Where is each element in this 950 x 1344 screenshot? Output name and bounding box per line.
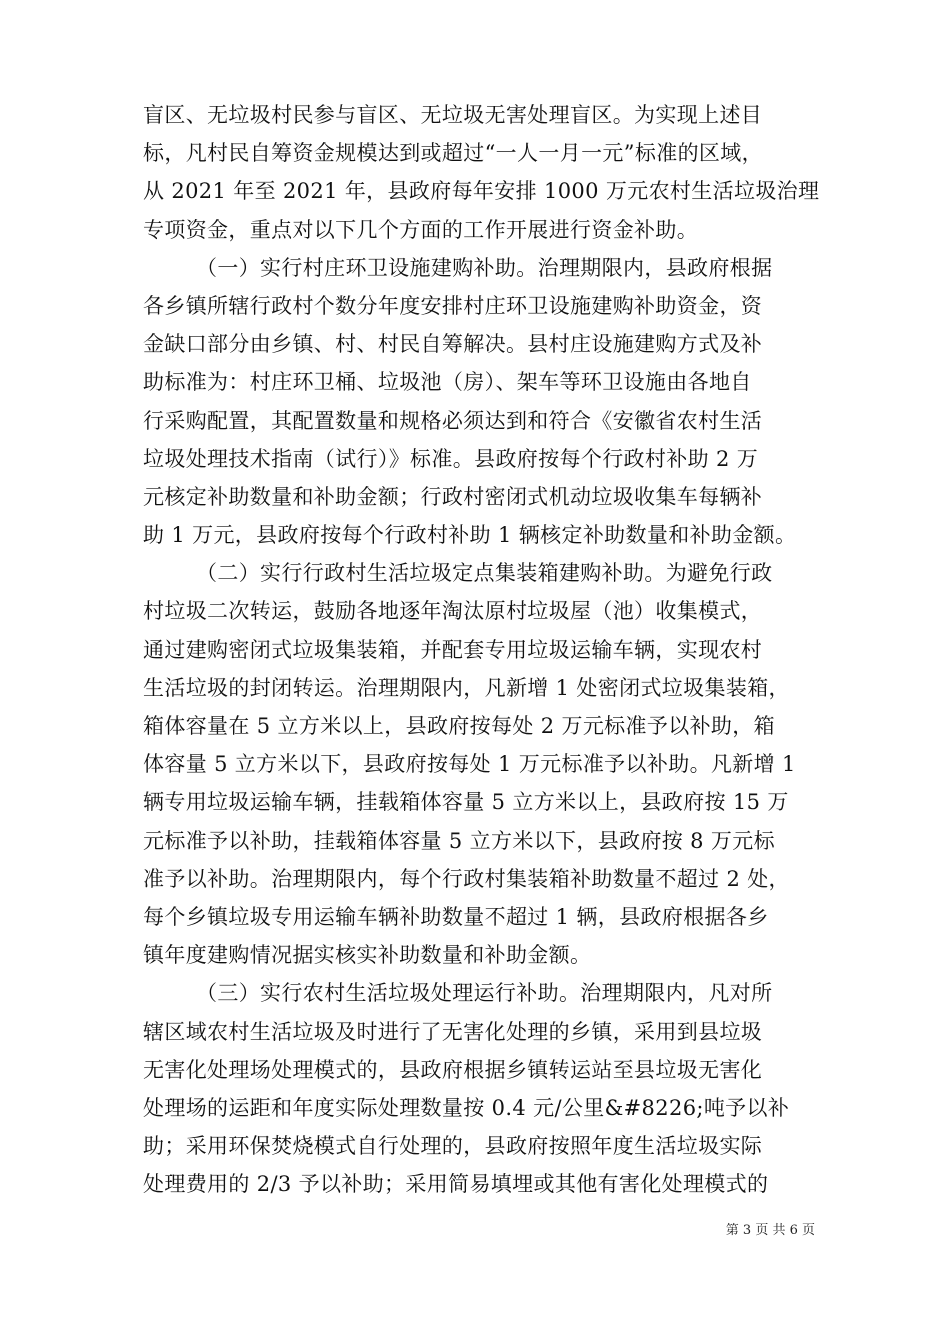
paragraph-heading-line: （一）实行村庄环卫设施建购补助。治理期限内，县政府根据 [196,255,773,280]
text-line: 每个乡镇垃圾专用运输车辆补助数量不超过 1 辆，县政府根据各乡 [143,904,769,929]
text-line: 助 1 万元，县政府按每个行政村补助 1 辆核定补助数量和补助金额。 [143,523,797,548]
page-number: 第 3 页 共 6 页 [725,1223,815,1238]
text-line: 助；采用环保焚烧模式自行处理的，县政府按照年度生活垃圾实际 [143,1134,763,1159]
text-line: 各乡镇所辖行政村个数分年度安排村庄环卫设施建购补助资金，资 [143,293,763,318]
text-line: 处理场的运距和年度实际处理数量按 0.4 元/公里&#8226;吨予以补 [143,1095,790,1120]
text-line: 辆专用垃圾运输车辆，挂载箱体容量 5 立方米以上，县政府按 15 万 [143,790,789,815]
text-line: 准予以补助。治理期限内，每个行政村集装箱补助数量不超过 2 处， [143,866,790,891]
text-line: 元核定补助数量和补助金额；行政村密闭式机动垃圾收集车每辆补 [143,484,763,509]
text-line: 生活垃圾的封闭转运。治理期限内，凡新增 1 处密闭式垃圾集装箱， [143,675,790,700]
document-body [143,96,820,1203]
text-line: 元标准予以补助，挂载箱体容量 5 立方米以下，县政府按 8 万元标 [143,828,775,853]
text-line: 体容量 5 立方米以下，县政府按每处 1 万元标准予以补助。凡新增 1 [143,752,796,777]
text-line: 镇年度建购情况据实核实补助数量和补助金额。 [143,943,592,968]
text-line: 金缺口部分由乡镇、村、村民自筹解决。县村庄设施建购方式及补 [143,332,763,357]
text-line: 标，凡村民自筹资金规模达到或超过“一人一月一元”标准的区域， [143,141,763,166]
text-line: 箱体容量在 5 立方米以上，县政府按每处 2 万元标准予以补助，箱 [143,714,775,738]
text-line: 辖区域农村生活垃圾及时进行了无害化处理的乡镇，采用到县垃圾 [143,1019,763,1044]
text-line: 处理费用的 2/3 予以补助；采用简易填埋或其他有害化处理模式的 [143,1172,769,1197]
text-line: 垃圾处理技术指南（试行）》标准。县政府按每个行政村补助 2 万 [143,446,759,471]
text-line: 盲区、无垃圾村民参与盲区、无垃圾无害处理盲区。为实现上述目 [143,103,763,127]
text-line: 通过建购密闭式垃圾集装箱，并配套专用垃圾运输车辆，实现农村 [143,637,763,662]
text-line: 行采购配置，其配置数量和规格必须达到和符合《安徽省农村生活 [143,408,763,433]
text-line: 从 2021 年至 2021 年，县政府每年安排 1000 万元农村生活垃圾治理 [143,179,820,204]
text-line: 助标准为：村庄环卫桶、垃圾池（房）、架车等环卫设施由各地自 [143,370,752,395]
text-line: 专项资金，重点对以下几个方面的工作开展进行资金补助。 [143,217,699,242]
text-line: 村垃圾二次转运，鼓励各地逐年淘汰原村垃圾屋（池）收集模式， [143,599,763,624]
paragraph-heading-line: （二）实行行政村生活垃圾定点集装箱建购补助。为避免行政 [196,561,773,586]
text-line: 无害化处理场处理模式的，县政府根据乡镇转运站至县垃圾无害化 [143,1057,763,1082]
paragraph-heading-line: （三）实行农村生活垃圾处理运行补助。治理期限内，凡对所 [196,981,773,1006]
